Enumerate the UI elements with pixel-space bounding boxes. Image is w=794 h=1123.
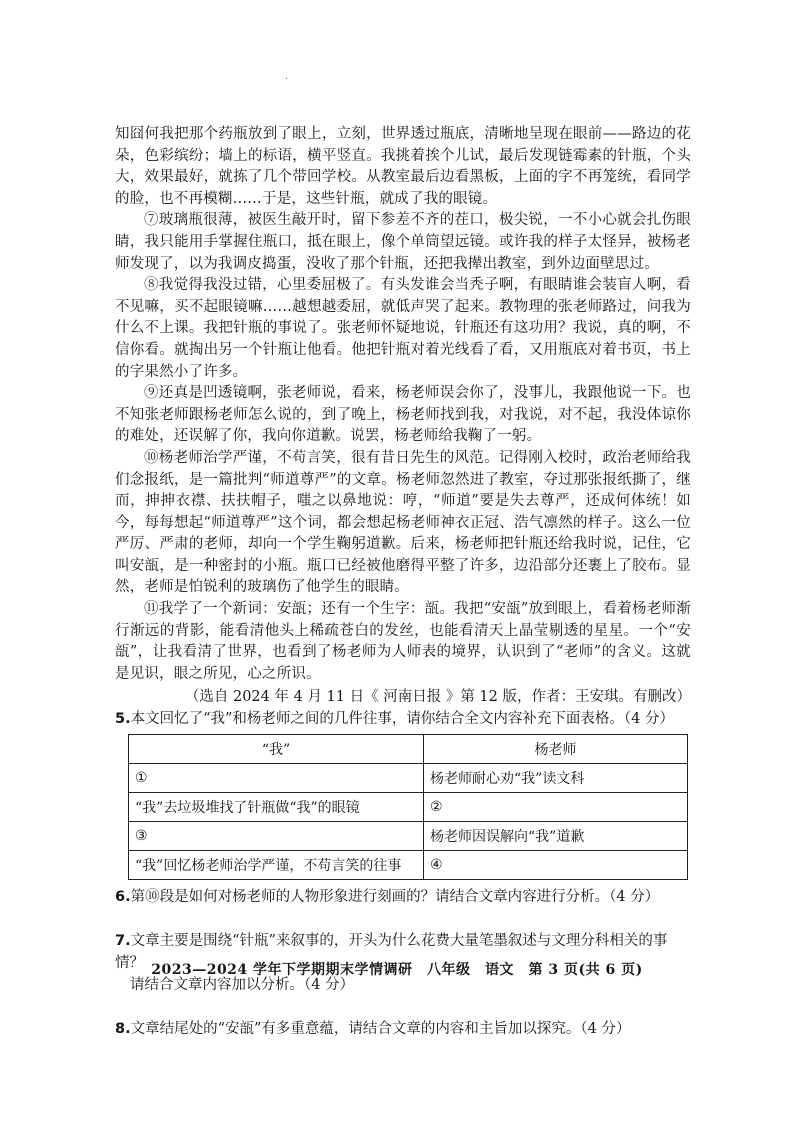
table-cell: 杨老师因误解向“我”道歉	[424, 822, 688, 851]
paragraph-9: ⑨还真是凹透镜啊，张老师说，看来，杨老师误会你了，没事儿，我跟他说一下。也不知张老师跟杨老师怎么说的，到了晚上，杨老师找到我，对我说，对不起，我没体谅你的难处，还误解了你，我向你道歉。说罢，杨老师给我鞠了一躬。	[115, 385, 691, 445]
table-cell: ②	[424, 793, 688, 822]
scan-mark: ·	[285, 74, 289, 85]
paragraph-11: ⑪我学了一个新词：安瓿；还有一个生字：瓿。我把“安瓿”放到眼上，看着杨老师渐行渐远的背影，能看清他头上稀疏苍白的发丝，也能看清天上晶莹剔透的星星。一个“安瓿”，让我看清了世界，也看到了杨老师为人师表的境界，认识到了“老师”的含义。这就是见识，眼之所见，心之所识。	[115, 601, 691, 682]
question-text: 第⑩段是如何对杨老师的人物形象进行刻画的？请结合文章内容进行分析。（4 分）	[130, 889, 660, 906]
table-header-cell: 杨老师	[424, 735, 688, 764]
question-number: 8.	[115, 1021, 131, 1038]
table-row	[129, 851, 688, 880]
table-row	[129, 793, 688, 822]
table-header-cell: “我”	[129, 735, 424, 764]
question-8	[115, 1018, 691, 1040]
paragraph-10: ⑩杨老师治学严谨，不苟言笑，很有昔日先生的风范。记得刚入校时，政治老师给我们念报纸，是一篇批判“师道尊严”的文章。杨老师忽然进了教室，夺过那张报纸撕了，继而，抻抻衣襟、扶扶帽子，嗤之以鼻地说：哼，“师道”要是失去尊严，还成何体统！如今，每每想起“师道尊严”这个词，都会想起杨老师神衣正冠、浩气凛然的样子。这么一位严厉、严肃的老师，却向一个学生鞠躬道歉。后来，杨老师把针瓶还给我时说，记住，它叫安瓿，是一种密封的小瓶。瓶口已经被他磨得平整了许多，边沿部分还裹上了胶布。显然，老师是怕锐利的玻璃伤了他学生的眼睛。	[115, 449, 691, 596]
question-number: 5.	[115, 711, 131, 728]
table-cell: ①	[129, 764, 424, 793]
question-text: 文章主要是围绕“针瓶”来叙事的，开头为什么花费大量笔墨叙述与文理分科相关的事情？	[115, 933, 668, 972]
question-text: 文章结尾处的“安瓿”有多重意蕴，请结合文章的内容和主旨加以探究。（4 分）	[130, 1021, 631, 1038]
question-number: 6.	[115, 889, 131, 906]
paragraph-8: ⑧我觉得我没过错，心里委屈极了。有头发谁会当秃子啊，有眼睛谁会装盲人啊，看不见嘛，买不起眼镜嘛……越想越委屈，就低声哭了起来。教物理的张老师路过，问我为什么不上课。我把针瓶的事说了。张老师怀疑地说，针瓶还有这功用？我说，真的啊，不信你看。就掏出另一个针瓶让他看。他把针瓶对着光线看了看，又用瓶底对着书页，书上的字果然小了许多。	[115, 277, 691, 380]
table-cell: ③	[129, 822, 424, 851]
question-6	[115, 886, 691, 908]
table-row	[129, 822, 688, 851]
page-footer: 2023—2024 学年下学期期末学情调研 八年级 语文 第 3 页(共 6 页)	[151, 962, 643, 978]
question-number: 7.	[115, 933, 131, 950]
source-citation: （选自 2024 年 4 月 11 日《 河南日报 》第 12 版，作者：王安琪。有删改）	[184, 689, 691, 706]
question-text: 本文回忆了“我”和杨老师之间的几件往事，请你结合全文内容补充下面表格。（4 分）	[130, 711, 675, 728]
table-cell: “我”去垃圾堆找了针瓶做“我”的眼镜	[129, 793, 424, 822]
table-row	[129, 764, 688, 793]
answer-table	[128, 734, 688, 880]
table-cell: “我”回忆杨老师治学严谨，不苟言笑的往事	[129, 851, 424, 880]
question-text-continued: 请结合文章内容加以分析。（4 分）	[130, 977, 355, 994]
passage-content	[115, 124, 691, 1040]
paragraph-continued: 知囧何我把那个药瓶放到了眼上，立刻，世界透过瓶底，清晰地呈现在眼前——路边的花朵，色彩缤纷；墙上的标语，横平竖直。我挑着挨个儿试，最后发现链霉素的针瓶，个头大，效果最好，就拣了几个带回学校。从教室最后边看黑板，上面的字不再笼统，看同学的脸，也不再模糊……于是，这些针瓶，就成了我的眼镜。	[115, 126, 691, 207]
table-cell: ④	[424, 851, 688, 880]
table-header-row	[129, 735, 688, 764]
table-cell: 杨老师耐心劝“我”读文科	[424, 764, 688, 793]
question-5	[115, 708, 691, 880]
paragraph-7: ⑦玻璃瓶很薄，被医生敲开时，留下参差不齐的茬口，极尖锐，一不小心就会扎伤眼睛，我只能用手掌握住瓶口，抵在眼上，像个单筒望远镜。或许我的样子太怪异，被杨老师发现了，以为我调皮捣蛋，没收了那个针瓶，还把我撵出教室，到外边面壁思过。	[115, 212, 691, 272]
